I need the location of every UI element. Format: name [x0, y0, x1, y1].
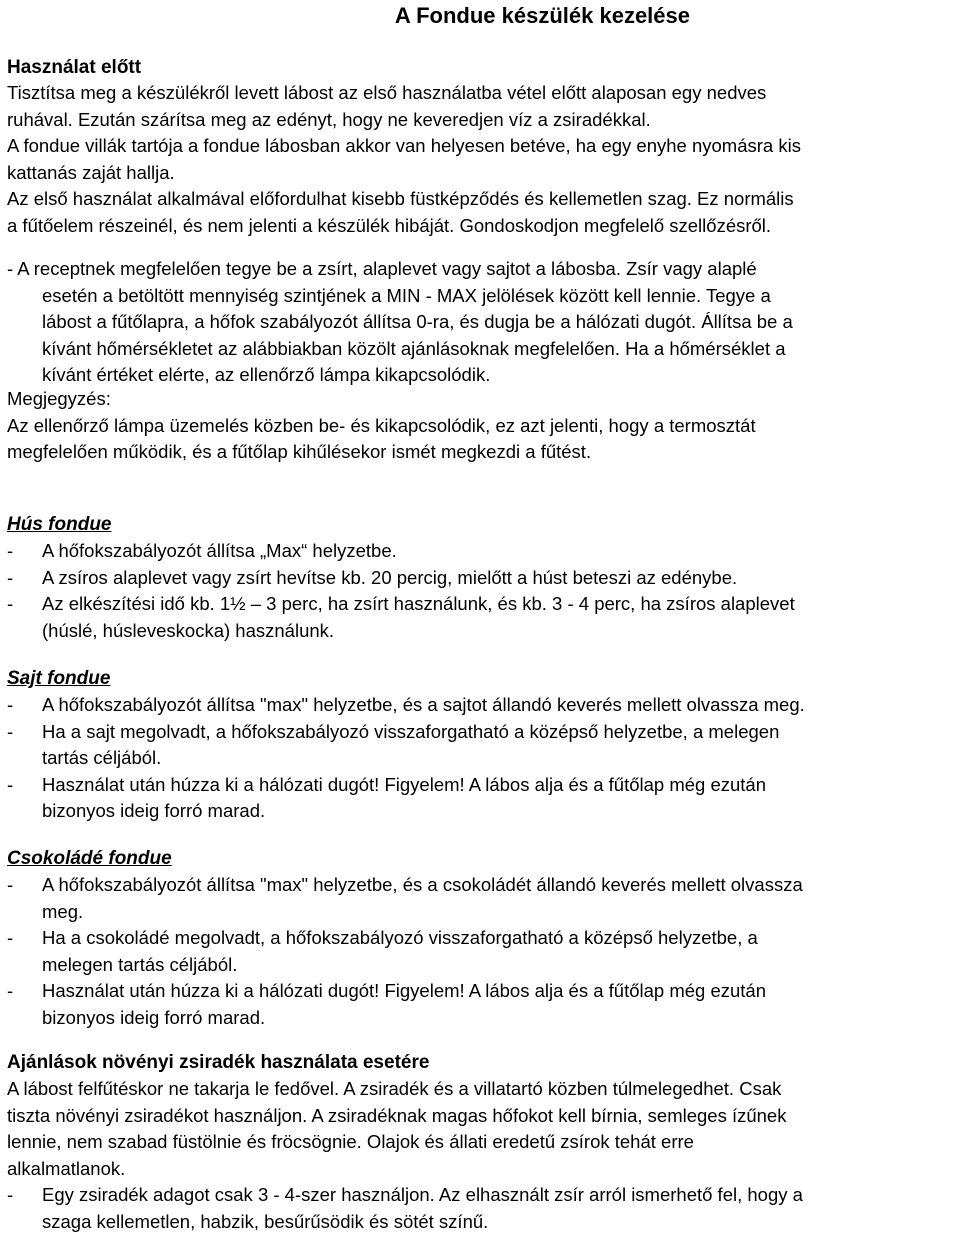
note-line: Az ellenőrző lámpa üzemelés közben be- és kikapcsolódik, ez azt jelenti, hogy a termosztát: [7, 414, 756, 436]
list-item-text: Ha a sajt megolvadt, a hőfokszabályozó visszaforgatható a középső helyzetbe, a melegen: [42, 720, 780, 742]
first-use-heading: Használat előtt: [7, 57, 142, 78]
list-item-text: meg.: [42, 900, 84, 922]
bullet-dash: -: [7, 694, 14, 715]
vegetable-fat-heading: Ajánlások növényi zsiradék használata esetére: [7, 1052, 430, 1073]
page-title: A Fondue készülék kezelése: [394, 3, 690, 28]
chocolate-fondue-section: [7, 846, 952, 1031]
first-use-line: A fondue villák tartója a fondue lábosban akkor van helyesen betéve, ha egy enyhe nyomásra kis: [7, 135, 801, 156]
instructions-line: lábost a fűtőlapra, a hőfok szabályozót állítsa 0-ra, és dugja be a hálózati dugót. Állítsa be a: [42, 311, 793, 332]
list-item-text: szaga kellemetlen, habzik, besűrűsödik és sötét színű.: [42, 1210, 489, 1232]
list-item-text: A hőfokszabályozót állítsa „Max“ helyzetbe.: [42, 540, 397, 561]
bullet-dash: -: [7, 1184, 14, 1205]
list-item: [7, 719, 952, 772]
note-line: megfelelően működik, és a fűtőlap kihűlésekor ismét megkezdi a fűtést.: [7, 441, 592, 462]
first-use-line: ruhával. Ezután szárítsa meg az edényt, hogy ne keveredjen víz a zsiradékkal.: [7, 108, 651, 130]
list-item: [7, 925, 952, 978]
bullet-dash: -: [7, 593, 14, 614]
list-item: [7, 538, 952, 565]
meat-fondue-heading: Hús fondue: [7, 514, 112, 535]
list-item-text: bizonyos ideig forró marad.: [42, 800, 266, 821]
list-item: [7, 565, 952, 592]
meat-fondue-section: [7, 512, 952, 644]
instructions-section: [7, 256, 952, 389]
list-item-text: Ha a csokoládé megolvadt, a hőfokszabályozó visszaforgatható a középső helyzetbe, a: [42, 927, 758, 948]
instructions-line: kívánt értéket elérte, az ellenőrző lámpa kikapcsolódik.: [42, 364, 491, 385]
note-heading: Megjegyzés:: [7, 388, 111, 409]
cheese-fondue-section: [7, 666, 952, 825]
cheese-fondue-heading: Sajt fondue: [7, 668, 111, 689]
list-item: [7, 591, 952, 644]
bullet-dash: -: [7, 566, 14, 588]
vegetable-fat-section: [7, 1050, 952, 1235]
list-item-text: Használat után húzza ki a hálózati dugót! Figyelem! A lábos alja és a fűtőlap még ezután: [42, 773, 767, 795]
list-item-text: Egy zsiradék adagot csak 3 - 4-szer használjon. Az elhasznált zsír arról ismerhető fel, hogy a: [42, 1184, 803, 1205]
chocolate-fondue-heading: Csokoládé fondue: [7, 848, 172, 869]
list-item: [7, 692, 952, 719]
list-item: [7, 1182, 952, 1235]
list-item-text: A hőfokszabályozót állítsa "max" helyzetbe, és a csokoládét állandó keverés mellett olvassza: [42, 874, 803, 895]
list-item-text: bizonyos ideig forró marad.: [42, 1006, 266, 1028]
vegetable-fat-line: alkalmatlanok.: [7, 1157, 126, 1179]
bullet-dash: -: [7, 720, 14, 742]
list-item-text: Az elkészítési idő kb. 1½ – 3 perc, ha zsírt használunk, és kb. 3 - 4 perc, ha zsíros alaplevet: [42, 593, 795, 614]
first-use-line: Az első használat alkalmával előfordulhat kisebb füstképződés és kellemetlen szag. Ez normális: [7, 188, 794, 209]
list-item-text: tartás céljából.: [42, 747, 162, 768]
bullet-dash: -: [7, 927, 14, 948]
bullet-dash: -: [7, 540, 14, 561]
first-use-line: Tisztítsa meg a készülékről levett lábost az első használatba vétel előtt alaposan egy nedves: [7, 82, 767, 103]
note-section: [7, 386, 952, 466]
first-use-line: a fűtőelem részeinél, és nem jelenti a készülék hibáját. Gondoskodjon megfelelő szellőzésről.: [7, 214, 772, 236]
first-use-line: kattanás zaját hallja.: [7, 161, 175, 183]
instructions-line: esetén a betöltött mennyiség szintjének a MIN - MAX jelölések között kell lennie. Tegye a: [42, 284, 771, 306]
list-item-text: A hőfokszabályozót állítsa "max" helyzetbe, és a sajtot állandó keverés mellett olvassza meg.: [42, 694, 805, 715]
list-item-text: A zsíros alaplevet vagy zsírt hevítse kb. 20 percig, mielőtt a húst beteszi az edénybe.: [42, 566, 738, 588]
vegetable-fat-line: tiszta növényi zsiradékot használjon. A zsiradéknak magas hőfokot kell bírnia, semleges ízűnek: [7, 1104, 787, 1126]
bullet-dash: -: [7, 773, 14, 795]
list-item: [7, 872, 952, 925]
list-item: [7, 772, 952, 825]
bullet-dash: -: [7, 874, 14, 895]
vegetable-fat-line: A lábost felfűtéskor ne takarja le fedővel. A zsiradék és a villatartó közben túlmelegedhet. Csak: [7, 1078, 782, 1099]
list-item: [7, 978, 952, 1031]
first-use-section: [7, 56, 957, 239]
instructions-line: - A receptnek megfelelően tegye be a zsírt, alaplevet vagy sajtot a lábosba. Zsír vagy alaplé: [7, 258, 757, 279]
vegetable-fat-line: lennie, nem szabad füstölnie és fröcsögnie. Olajok és állati eredetű zsírok tehát erre: [7, 1131, 694, 1152]
list-item-text: melegen tartás céljából.: [42, 953, 238, 975]
bullet-dash: -: [7, 980, 14, 1001]
list-item-text: (húslé, húsleveskocka) használunk.: [42, 619, 335, 641]
instructions-line: kívánt hőmérsékletet az alábbiakban közölt ajánlásoknak megfelelően. Ha a hőmérséklet a: [42, 337, 786, 359]
list-item-text: Használat után húzza ki a hálózati dugót! Figyelem! A lábos alja és a fűtőlap még ezután: [42, 980, 767, 1001]
